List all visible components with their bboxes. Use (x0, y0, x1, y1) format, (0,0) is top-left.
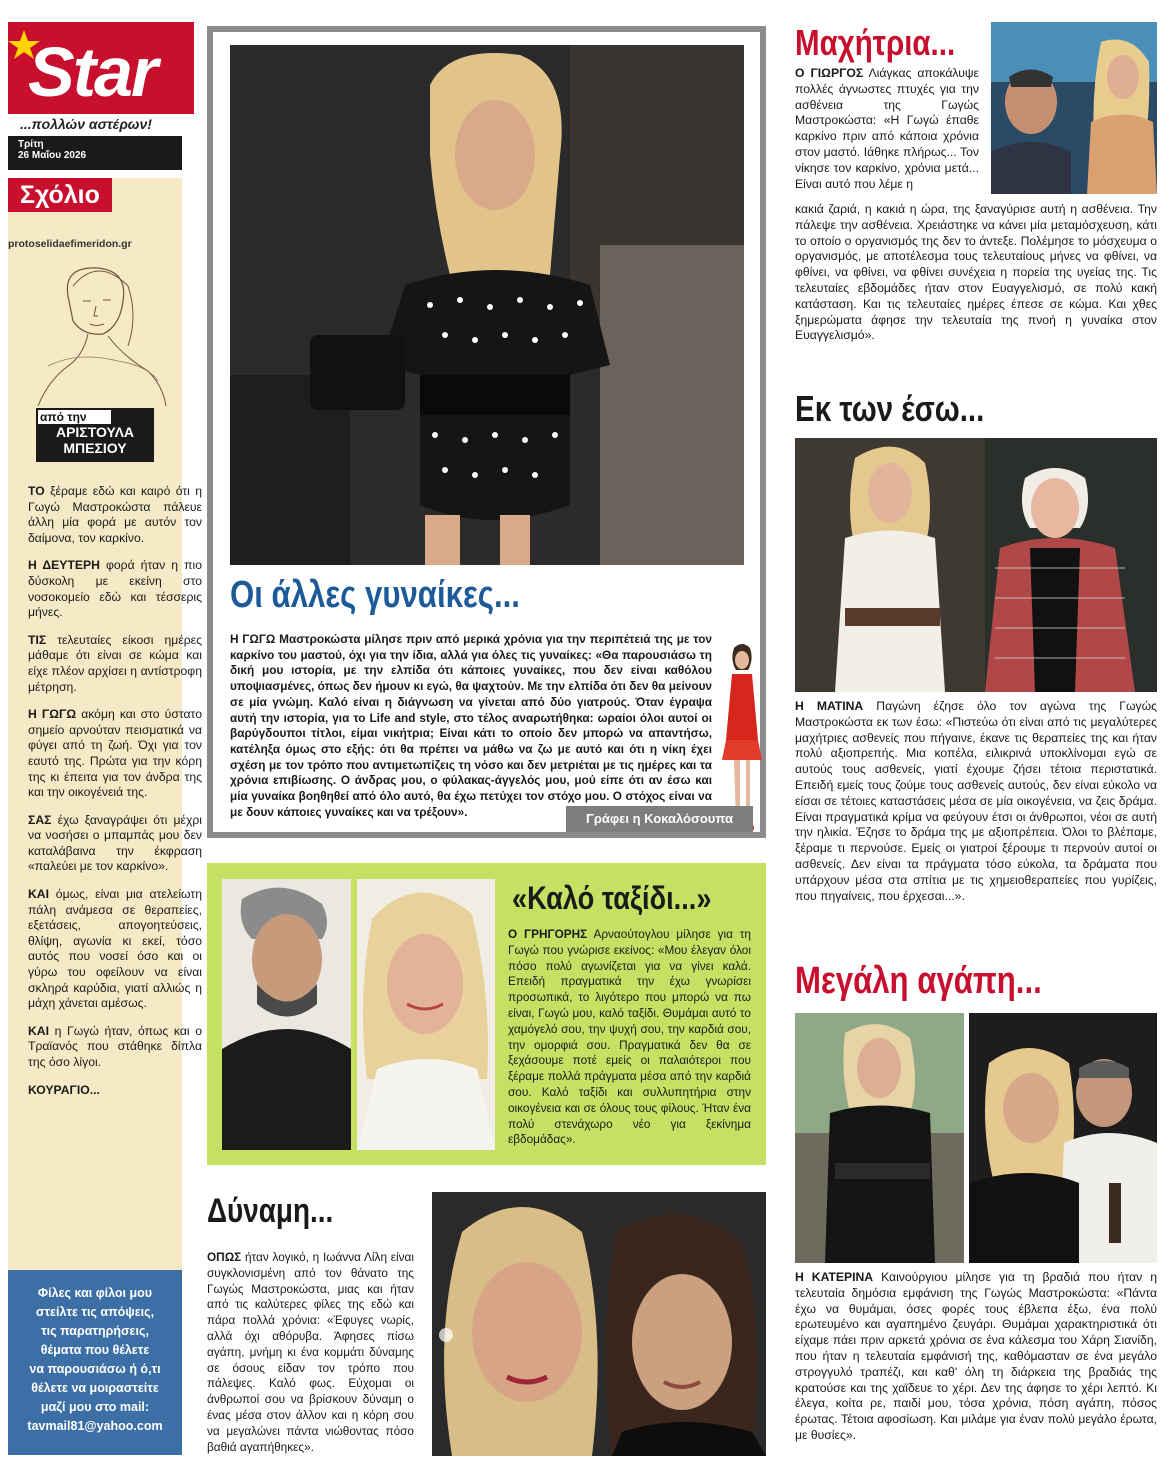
dynami-headline: Δύναμη... (207, 1192, 334, 1230)
comment-paragraph-text: τελευταίες είκοσι ημέρες μάθαμε ότι είναι σε κώμα και είχε πλέον αρχίσει η αντίστροφη μέτρηση. (28, 632, 202, 694)
date-day: Τρίτη (18, 139, 44, 150)
comment-paragraph (28, 707, 202, 801)
comment-paragraph-text: ακόμη και στο ύστατο σημείο αρνούταν πεισματικά να φύγει από τη ζωή. Όχι για τον εαυτό της. Πρώτα για την κόρη της κι έπειτα για τον άνδρα της και την οικογένειά της. (28, 707, 202, 800)
comment-title: Σχόλιο (8, 178, 112, 212)
mail-address[interactable]: tavmail81@yahoo.com (27, 1419, 163, 1433)
dynami-lead: ΟΠΩΣ (207, 1250, 242, 1264)
kalo-taxidi-lead: Ο ΓΡΗΓΟΡΗΣ (508, 927, 588, 941)
dynami-text: ήταν λογικό, η Ιωάννα Λίλη είναι συγκλονισμένη από τον θάνατο της Γωγώς Μαστροκώστα, μιας και ήταν από τις καλύτερες φίλες της εδώ και πάρα πολλά χρόνια: «Έφυγες νωρίς, αλλά όχι αθόρυβα. Άφησες πίσω αγάπη, μνήμη κι ένα κομμάτι δύναμης σε όσους είδαν τον τρόπο που πάλεψες. Καλό φως. Εύχομαι οι άνθρωποί σου να βρίσκουν δύναμη ο ένας μέσα στον άλλον και η κόρη σου να μεγαλώνει πάντα νιώθοντας πόσο βαθιά αγαπήθηκες». (207, 1250, 414, 1454)
date-value: 26 Μαΐου 2026 (18, 150, 87, 161)
mail-line: στείλτε τις απόψεις, (35, 1305, 155, 1319)
mail-box (8, 1270, 182, 1455)
comment-paragraph (28, 887, 202, 1012)
megali-agapi-text: Καινούργιου μίλησε για τη βραδιά που ήταν η τελευταία δημόσια εμφάνιση της Γωγώς Μαστροκώστα: «Πάντα έχω να θυμάμαι, όσες φορές τους έβλεπα έξω, ένα πολύ ερωτευμένο και αγαπημένο ζευγάρι. Θυμάμαι χαρακτηριστικά ότι είχαμε πάει πριν αρκετά χρόνια σε ένα κάλεσμα του Χάρη Σιανίδη, που ήταν η τελευταία εμφάνισή της, καθόμασταν σε ένα μεγάλο στρογγυλό τραπέζι, και καθ' όλη τη διάρκεια της βραδιάς της κρατούσε και της χαϊδευε το χέρι. Δεν της άφησε το χέρι λεπτό. Κι έλεγα, κοίτα ρε, παιδί μου, τόσα χρόνια, πόση αγάπη, πόσος έρωτας. Τέτοια αφοσίωση. Και μιλάμε για έναν πολύ μεγάλο έρωτα, με θυσίες». (795, 1270, 1157, 1442)
comment-paragraph-lead: ΚΟΥΡΑΓΙΟ... (28, 1082, 100, 1097)
comment-sidebar (8, 178, 202, 1455)
comment-paragraph (28, 484, 202, 546)
comment-paragraph-text: ξέραμε εδώ και καιρό ότι η Γωγώ Μαστροκώστα πάλευε άλλη μία φορά με αυτόν τον δαίμονα, τον καρκίνο. (28, 484, 202, 545)
author-first-name: ΑΡΙΣΤΟΥΛΑ (55, 424, 135, 440)
ek-ton-eso-body (795, 699, 1157, 904)
comment-paragraph-text: φορά ήταν η πιο δύσκολη με εκείνη στο νοσοκομείο εδώ και τέσσερις μήνες. (28, 558, 202, 620)
comment-paragraph-lead: ΤΙΣ (28, 632, 47, 647)
main-body-lead: Η ΓΩΓΩ (230, 632, 276, 646)
comment-paragraph-lead: ΚΑΙ (28, 887, 49, 902)
photo-liagkas (991, 22, 1157, 194)
star-logo (8, 22, 194, 114)
maxitria-text-top: Λιάγκας αποκάλυψε πολλές άγνωστες πτυχές για την ασθένεια της Γωγώς Μαστροκώστα: «Η Γωγώ έπαθε καρκίνο πριν από κάποια χρόνια στον μαστό. Ιάθηκε πλήρως... Τον νίκησε τον καρκίνο, χρόνια μετά... Είναι αυτό που λέμε η (795, 66, 979, 191)
source-watermark: protoselidaefimeridon.gr (8, 238, 132, 250)
comment-paragraph (28, 813, 202, 875)
kalo-taxidi-body (508, 927, 751, 1148)
comment-paragraph-lead: Η ΓΩΓΩ (28, 707, 77, 722)
megali-agapi-body (795, 1270, 1157, 1444)
comment-paragraph-text: η Γωγώ ήταν, όπως και ο Τραϊανός που στάθηκε δίπλα της όσο λίγοι. (28, 1023, 202, 1069)
mail-line: τις παρατηρήσεις, (41, 1324, 149, 1338)
main-headline: Οι άλλες γυναίκες... (230, 574, 520, 616)
comment-paragraph-text: όμως, είναι μια ατελείωτη πάλη ανάμεσα σε θεραπείες, εξετάσεις, απογοητεύσεις, θλίψη, αγωνία κι εκεί, τόσο αυτός που νοσεί όσο και οι γύρω του οφείλουν να είναι σκληρά καρύδια, γιατί αλλιώς η μάχη χάνεται αμέσως. (28, 887, 202, 1011)
main-body (230, 632, 712, 820)
main-body-text: Μαστροκώστα μίλησε πριν από μερικά χρόνια για την περιπέτειά της με τον καρκίνο του μαστού, όχι για την ίδια, αλλά για όλες τις γυναίκες: «Θα παρουσιάσω τη δική μου ιστορία, με την ελπίδα ότι κάποιες γυναίκες, που δεν είναι καθόλου υποψιασμένες, όπως δεν ήμουν κι εγώ, θα ψαχτούν. Με την ελπίδα ότι δεν θα μείνουν σε μία γνώμη. Καλό είναι η διάγνωση να γίνεται από δύο γιατρούς. Όταν έγραψα αυτή την ιστορία, για το Life and style, στο τέλος αναρωτήθηκα: ωραίοι όλοι αυτοί οι βαρύγδουποι τίτλοι, είμαι νικήτρια; Είναι κάτι το οποίο δεν μπορώ να απαντήσω, κατέληξα όμως στο εξής: ότι θα πρέπει να μάθω να ζω με αυτό και ότι η νίκη έχει σχέση με τον τρόπο που αντιμετωπίζεις τη νόσο και δεν μετριέται με τις ημέρες και τα χρόνια επιβίωσης. Ο άνδρας μου, ο φύλακας-άγγελός μου, μού είπε ότι αν έσω και μία γυναίκα βοηθηθεί από όλο αυτό, θα έχω πετύχει τον στόχο μου. Ο στόχος είναι να με δουν κάποιες γυναίκες και να τρέξουν». (230, 632, 712, 819)
author-sketch (28, 256, 168, 406)
date-bar (8, 136, 182, 170)
photo-katerina (795, 1013, 964, 1263)
maxitria-lead: Ο ΓΙΩΡΓΟΣ (795, 66, 864, 80)
mail-line: να παρουσιάσω ή ό,τι (29, 1362, 161, 1376)
kalo-taxidi-text: Αρναούτογλου μίλησε για τη Γωγώ που γνώρισε εκείνος: «Μου έλεγαν όλοι πόσο πολύ αγωνίζεται για να γίνει καλά. Επειδή πραγματικά την έχω γνωρίσει προσωπικά, το λιγότερο που μπορώ να πω είναι, Γωγώ μου, καλό ταξίδι. Θυμάμαι αυτό το χαμόγελό σου, την ψυχή σου, την καρδιά σου, την ομορφιά σου. Πραγματικά δεν θα σε ξεχάσουμε ποτέ εμείς οι παλαιότεροι που ξέραμε πολλά πράγματα μέσα από την καρδιά σου. Καλό ταξίδι και συλλυπητήρια στην οικογένεια και σε όλους τους φίλους. Ήταν ένα πολύ στενάχωρο νέο για ξεκίνημα εβδομάδας». (508, 927, 751, 1147)
maxitria-body-rest: κακιά ζαριά, η κακιά η ώρα, της ξαναγύρισε αυτή η ασθένεια. Την πάλεψε την ασθένεια. Χρειάστηκε να κάνει μία μεταμόσχευση, κάτι το οποίο ο οργανισμός της δεν το άντεξε. Πολέμησε το μόσχευμα ο οργανισμός, με αποτέλεσμα τους τελευταίους μήνες να φθίνει, να φθίνει, να φθίνει, να φθίνει συνέχεια η πορεία της υγείας της. Τις τελευταίες εβδομάδες ήταν στον Ευαγγελισμό, σε πολύ κακή κατάσταση. Και τις τελευταίες ημέρες έπεσε σε κώμα. Και χθες ξημερώματα άφησε την τελευταία της πνοή η γυναίκα στον Ευαγγελισμό». (795, 202, 1157, 343)
megali-agapi-lead: Η ΚΑΤΕΡΙΝΑ (795, 1270, 874, 1284)
author-box (36, 408, 154, 462)
tagline: ...πολλών αστέρων! (20, 116, 152, 132)
mail-line: θέματα που θέλετε (40, 1343, 150, 1357)
kalo-taxidi-headline: «Καλό ταξίδι...» (512, 880, 712, 916)
mail-line: Φίλες και φίλοι μου (37, 1286, 153, 1300)
photo-gogo-couple (969, 1013, 1157, 1263)
comment-paragraph-lead: ΚΑΙ (28, 1023, 49, 1038)
logo-text: Star (28, 33, 157, 111)
megali-agapi-headline: Μεγάλη αγάπη... (795, 960, 1042, 1002)
maxitria-headline: Μαχήτρια... (795, 22, 956, 63)
comment-paragraph-lead: ΣΑΣ (28, 812, 52, 827)
comment-paragraph-text: έχω ξαναγράψει ότι μέχρι να νοσήσει ο μπαμπάς μου δεν καταλάβαινα την έκφραση «παλεύει με τον καρκίνο». (28, 812, 202, 874)
ek-ton-eso-text: Παγώνη έζησε όλο τον αγώνα της Γωγώς Μαστροκώστα εκ των έσω: «Πιστεύω ότι είναι από τις μεγαλύτερες μαχήτριες ασθενείς που πήγαινε, έκανε τις θεραπείες της και ήταν πολύ αξιοπρεπής. Μια κοπέλα, ειλικρινά υποκλίνομαι εγώ σε αυτούς τους ασθενείς, γιατί έχουμε ζήσει τέτοια περιστατικά. Επειδή εμείς τους ζούμε τους ασθενείς αυτούς, δεν είναι εύκολο να είσαι σε τέτοιες καταστάσεις μέσα σε μία οικογένεια, να ζεις δράμα. Είναι πραγματικά κρίμα να φεύγουν έτσι οι άνθρωποι, νέοι σε αυτή την ηλικία. Έζησε το δράμα της με αξιοπρέπεια. Όλοι το βλέπαμε, ξέραμε τι περνούσε. Εμείς οι γιατροί ξέρουμε τι περνούν αυτοί οι ασθενείς. Δεν είναι τα πράγματα τόσο εύκολα, τα δράματα που υπάρχουν μέσα στα σπίτια με τις χημειοθεραπείες που γυρίζεις, που πηγαίνεις, που έρχεσαι...». (795, 699, 1157, 903)
comment-paragraph-lead: Η ΔΕΥΤΕΡΗ (28, 558, 100, 573)
photo-grigoris (222, 879, 351, 1150)
comment-body (8, 484, 208, 1110)
dynami-body (207, 1250, 414, 1455)
comment-paragraph (28, 633, 202, 695)
maxitria-body-top (795, 66, 979, 192)
comment-paragraph (28, 558, 202, 620)
photo-pagoni-gogo (795, 438, 1157, 692)
ek-ton-eso-headline: Εκ των έσω... (795, 388, 985, 429)
main-byline: Γράφει η Κοκαλόσουπα (566, 806, 753, 832)
mail-line: μαζί μου στο mail: (40, 1400, 150, 1414)
main-photo-gogo (230, 45, 744, 565)
photo-gogo-smile (357, 879, 495, 1150)
mail-lines (14, 1284, 176, 1436)
comment-paragraph (28, 1083, 202, 1099)
comment-paragraph-lead: ΤΟ (28, 484, 45, 498)
comment-paragraph (28, 1024, 202, 1071)
mail-line: θέλετε να μοιραστείτε (31, 1381, 159, 1395)
author-last-name: ΜΠΕΣΙΟΥ (63, 440, 127, 456)
author-prefix: από την (38, 410, 111, 424)
ek-ton-eso-lead: Η ΜΑΤΙΝΑ (795, 699, 864, 713)
photo-ioanna-gogo (432, 1192, 766, 1456)
